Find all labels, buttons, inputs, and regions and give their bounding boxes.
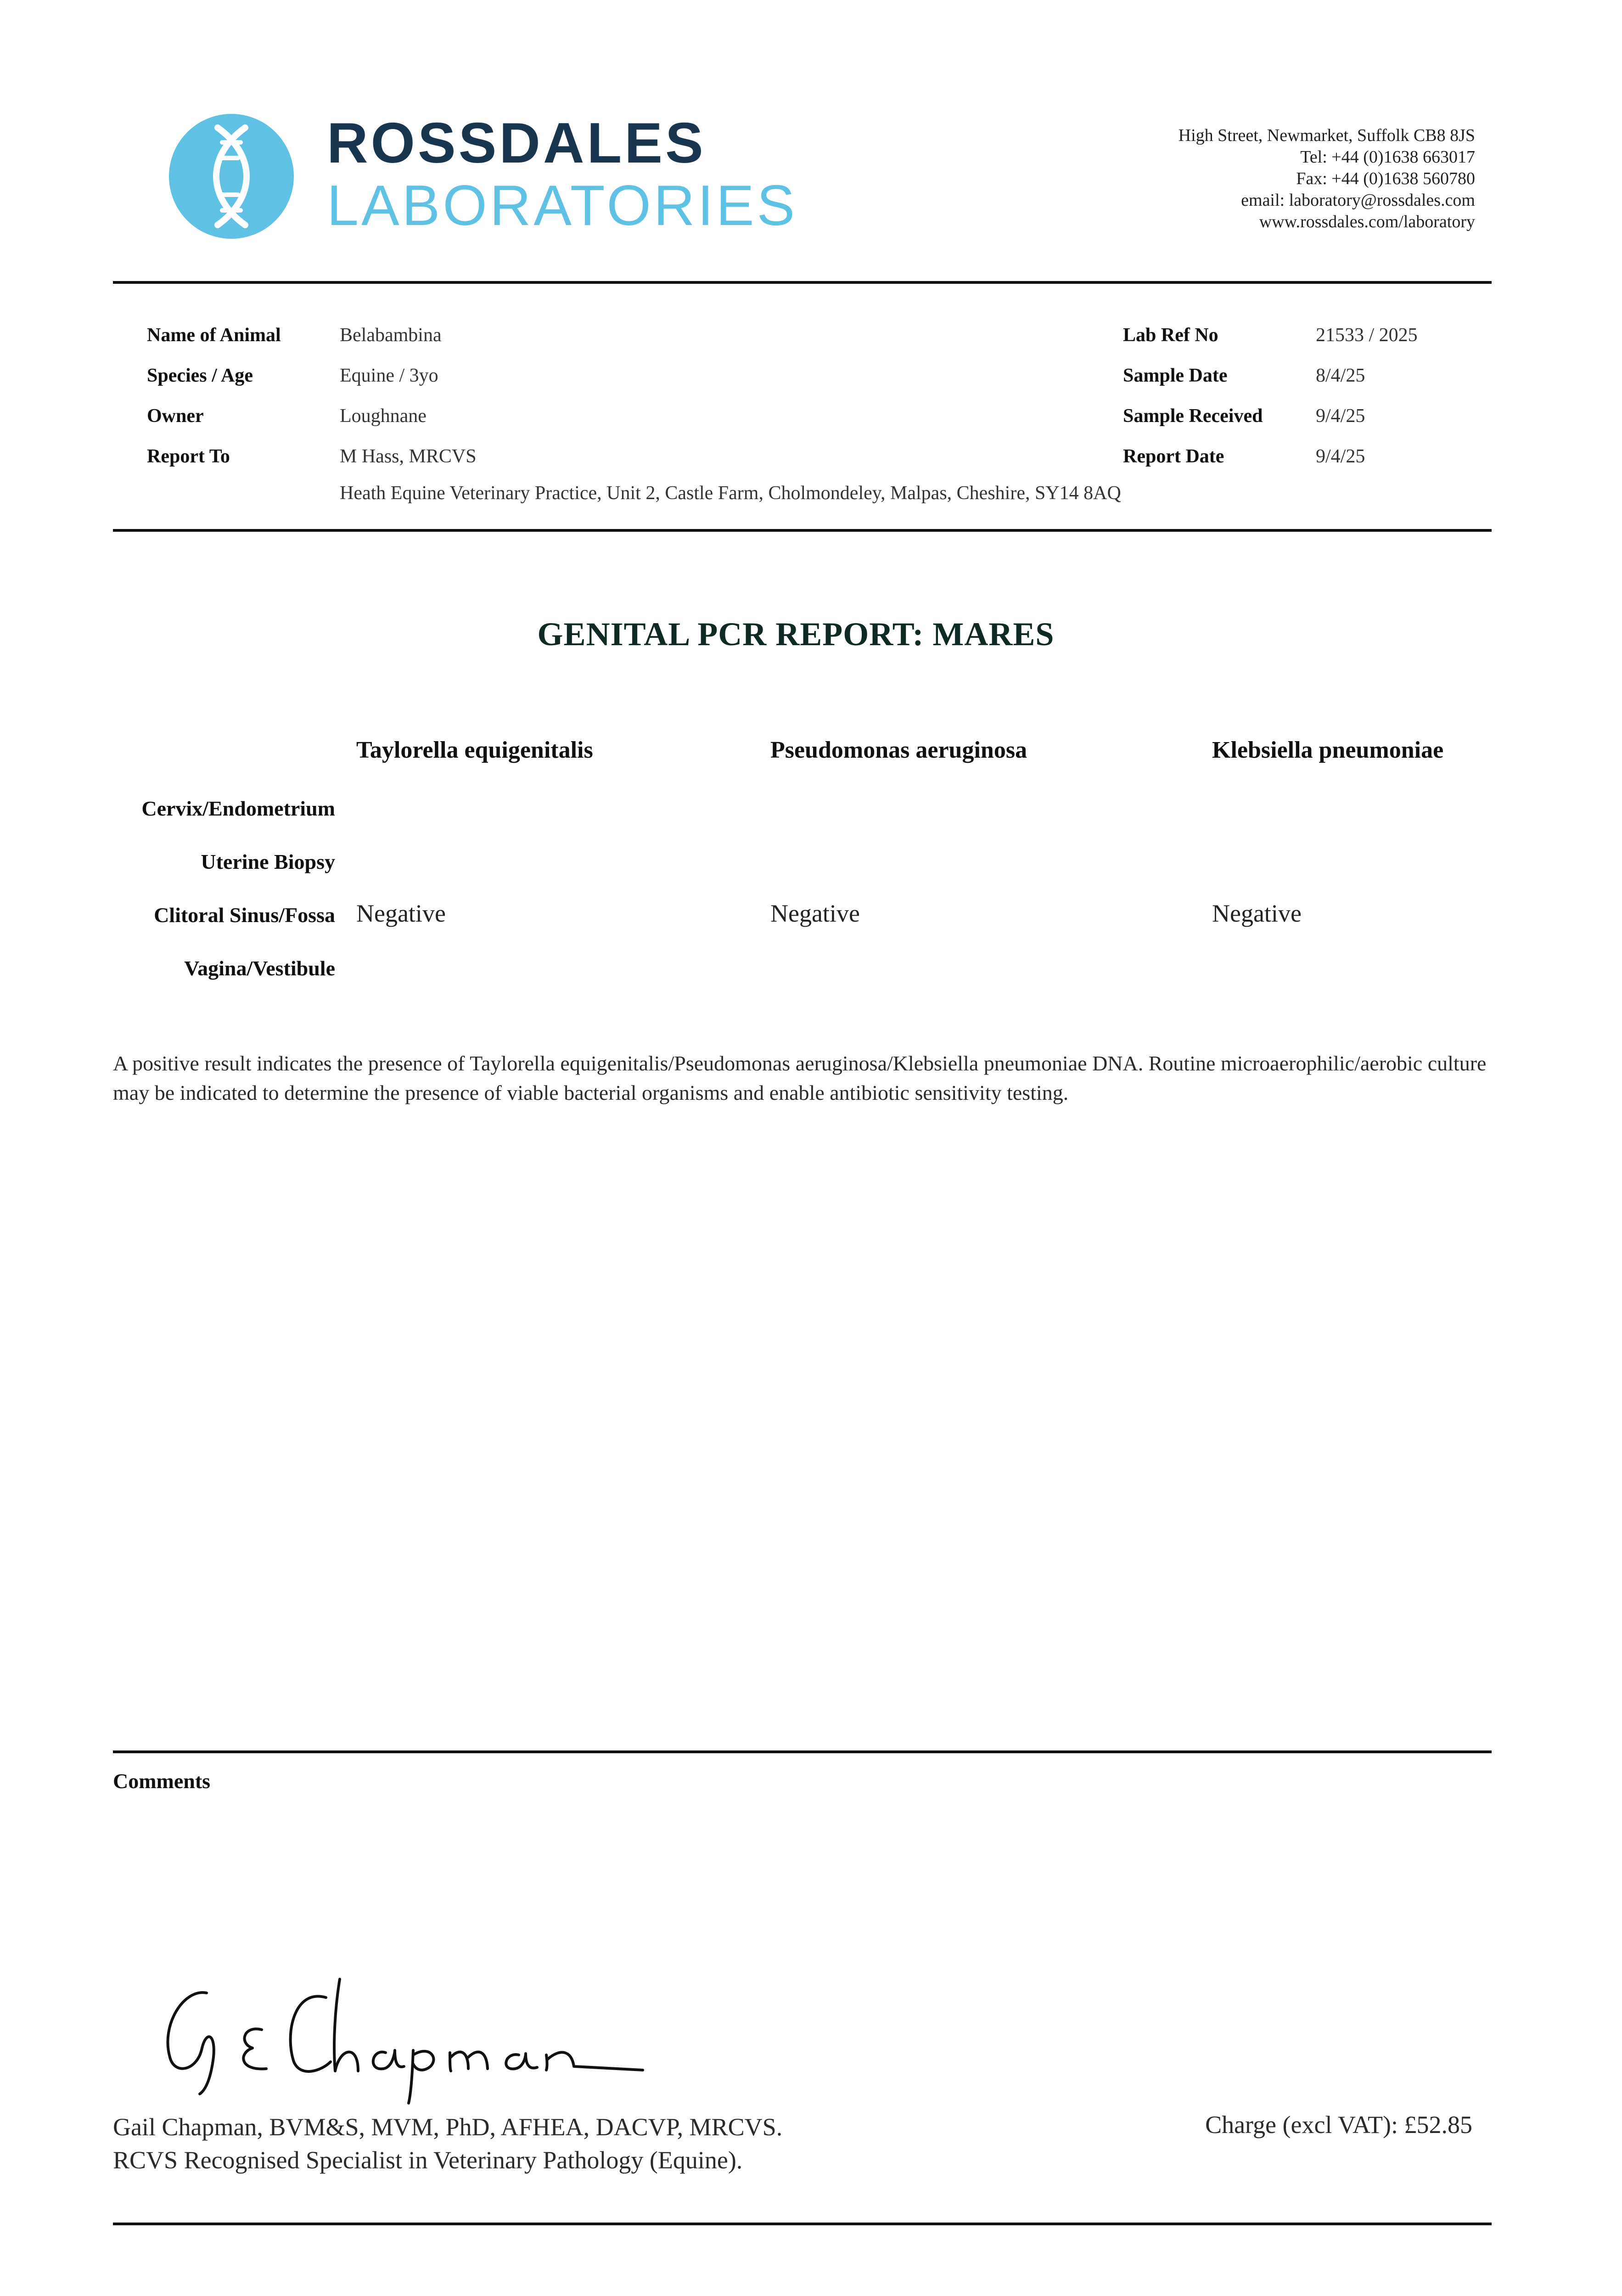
result-klebsiella: Negative (1212, 900, 1302, 927)
sample-received-value: 9/4/25 (1316, 405, 1365, 427)
sample-date-value: 8/4/25 (1316, 365, 1365, 386)
interpretation-note: A positive result indicates the presence of Taylorella equigenitalis/Pseudomonas aeruginosa/Klebsiella pneumoniae DNA. Routine microaerophilic/aerobic culture may be indicated to determine the presence of viable bacterial organisms and enable antibiotic sensitivity testing. (113, 1052, 1487, 1104)
species-label: Species / Age (147, 365, 253, 386)
comments-label: Comments (113, 1769, 211, 1793)
owner-value: Loughnane (340, 405, 427, 427)
email-link[interactable]: email: laboratory@rossdales.com (1241, 191, 1475, 210)
column-header-taylorella: Taylorella equigenitalis (356, 737, 593, 763)
report-date-label: Report Date (1123, 446, 1224, 467)
column-header-klebsiella: Klebsiella pneumoniae (1212, 737, 1444, 763)
name-value: Belabambina (340, 325, 442, 346)
report-to-label: Report To (147, 446, 230, 467)
brand-name-line2: LABORATORIES (327, 174, 798, 237)
owner-label: Owner (147, 405, 204, 427)
column-header-pseudomonas: Pseudomonas aeruginosa (770, 737, 1027, 763)
result-pseudomonas: Negative (770, 900, 860, 927)
lab-ref-label: Lab Ref No (1123, 325, 1218, 346)
signatory-name: Gail Chapman, BVM&S, MVM, PhD, AFHEA, DACVP, MRCVS. (113, 2113, 783, 2141)
comments-divider (113, 1750, 1492, 1753)
signatory-block (113, 2110, 782, 2177)
lab-ref-value: 21533 / 2025 (1316, 325, 1418, 346)
report-to-value: M Hass, MRCVS (340, 446, 477, 467)
contact-block (1179, 125, 1475, 233)
telephone: Tel: +44 (0)1638 663017 (1300, 147, 1475, 167)
brand-name-line1: ROSSDALES (327, 112, 706, 175)
sample-received-label: Sample Received (1123, 405, 1263, 427)
footer-divider (113, 2223, 1492, 2225)
fax: Fax: +44 (0)1638 560780 (1296, 169, 1475, 188)
website-link[interactable]: www.rossdales.com/laboratory (1259, 212, 1475, 231)
signatory-credentials: RCVS Recognised Specialist in Veterinary Pathology (Equine). (113, 2146, 743, 2174)
row-header-cervix: Cervix/Endometrium (141, 797, 335, 820)
result-taylorella: Negative (356, 900, 446, 927)
dna-helix-icon (169, 114, 294, 239)
row-header-uterine-biopsy: Uterine Biopsy (201, 850, 335, 873)
practice-address: Heath Equine Veterinary Practice, Unit 2, Castle Farm, Cholmondeley, Malpas, Cheshire, SY14 8AQ (340, 483, 1121, 504)
signature (156, 1970, 661, 2108)
info-divider (113, 529, 1492, 532)
report-title: GENITAL PCR REPORT: MARES (537, 616, 1055, 653)
species-value: Equine / 3yo (340, 365, 438, 386)
report-date-value: 9/4/25 (1316, 446, 1365, 467)
row-header-vagina: Vagina/Vestibule (184, 957, 335, 980)
charge: Charge (excl VAT): £52.85 (1205, 2111, 1472, 2138)
address: High Street, Newmarket, Suffolk CB8 8JS (1178, 126, 1475, 145)
row-header-clitoral-sinus: Clitoral Sinus/Fossa (154, 903, 335, 927)
sample-date-label: Sample Date (1123, 365, 1228, 386)
name-label: Name of Animal (147, 325, 281, 346)
header-divider (113, 281, 1492, 284)
